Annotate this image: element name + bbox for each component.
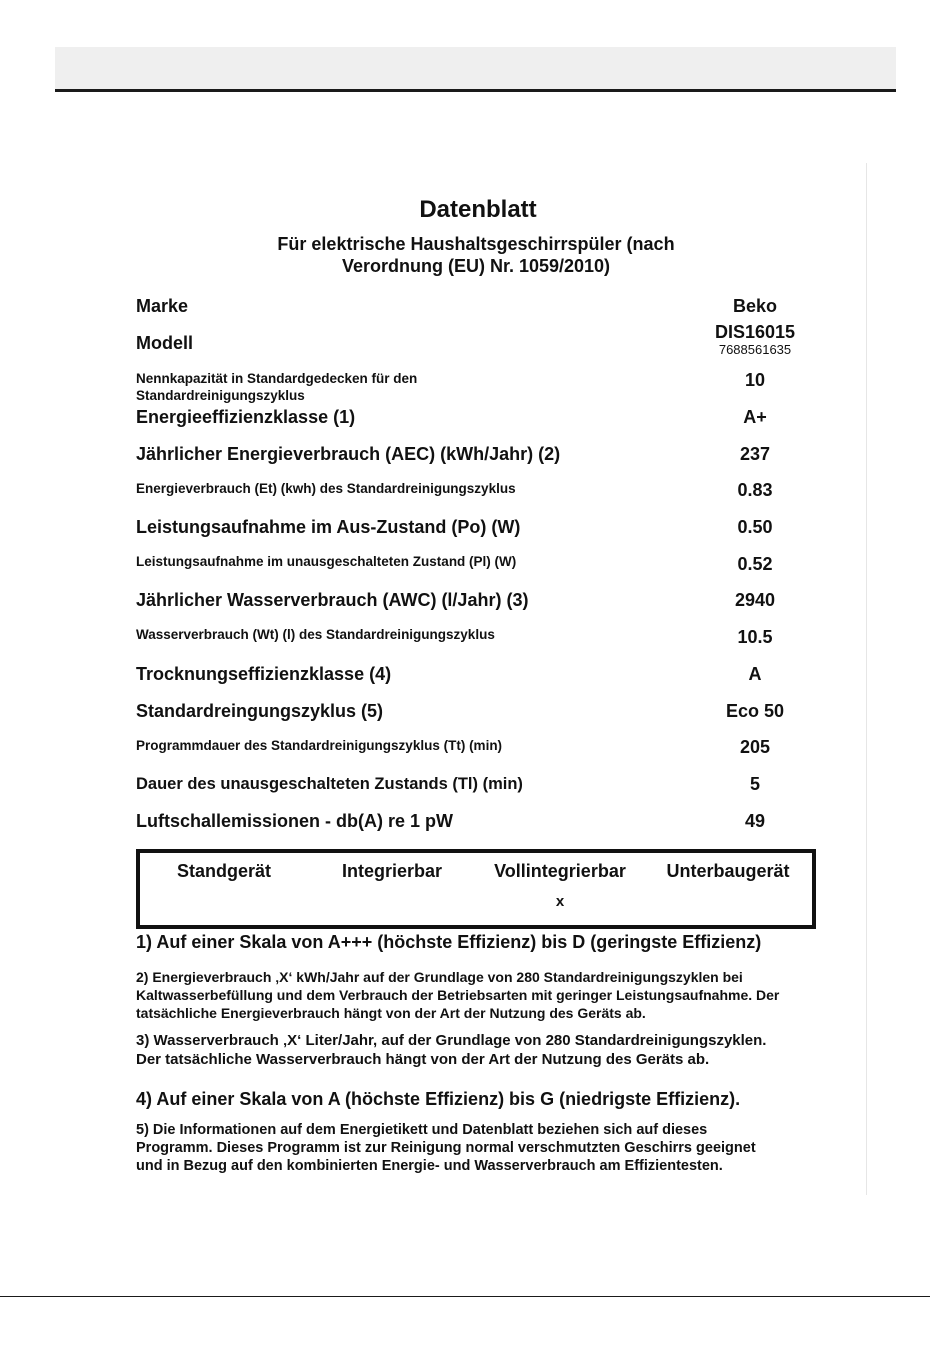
row-label: Leistungsaufnahme im unausgeschalteten Zustand (Pl) (W) — [136, 554, 517, 569]
row-label: Jährlicher Energieverbrauch (AEC) (kWh/Jahr) (2) — [136, 444, 561, 464]
row-label: Programmdauer des Standardreinigungszyklus (Tt) (min) — [136, 738, 503, 753]
row-value: 10.5 — [737, 627, 773, 647]
row-value: DIS16015 — [714, 322, 796, 342]
footnote-1: 1) Auf einer Skala von A+++ (höchste Effizienz) bis D (geringste Effizienz) — [136, 932, 762, 952]
row-label: Wasserverbrauch (Wt) (l) des Standardreinigungszyklus — [136, 627, 495, 642]
footnote-line: Programm. Dieses Programm ist zur Reinigung normal verschmutzten Geschirrs geeignet — [136, 1140, 756, 1156]
footnote-line: Der tatsächliche Wasserverbrauch hängt von der Art der Nutzung des Geräts ab. — [136, 1051, 710, 1068]
row-label: Trocknungseffizienzklasse (4) — [136, 664, 392, 684]
footnote-line: und in Bezug auf den kombinierten Energie- und Wasserverbrauch am Effizientesten. — [136, 1158, 723, 1174]
row-value: A — [748, 664, 762, 684]
row-label-line: Standardreinigungszyklus — [136, 388, 305, 403]
row-label: Dauer des unausgeschalteten Zustands (Tl) (min) — [136, 775, 523, 793]
row-value: 237 — [739, 444, 771, 464]
datasheet — [90, 163, 867, 1195]
footnote-line: 3) Wasserverbrauch ‚X‘ Liter/Jahr, auf der Grundlage von 280 Standardreinigungszyklen. — [136, 1032, 767, 1049]
row-label: Luftschallemissionen - db(A) re 1 pW — [136, 811, 454, 831]
footnote-3 — [136, 1031, 826, 1069]
row-value: 205 — [739, 737, 771, 757]
row-value: 2940 — [734, 590, 776, 610]
row-value: 5 — [749, 774, 760, 794]
row-value: 0.83 — [737, 480, 773, 500]
row-value: 49 — [744, 811, 766, 831]
installation-selected-mark: x — [555, 893, 565, 910]
row-label: Energieverbrauch (Et) (kwh) des Standardreinigungszyklus — [136, 481, 516, 496]
row-label: Jährlicher Wasserverbrauch (AWC) (l/Jahr) (3) — [136, 590, 529, 610]
row-value: 10 — [744, 370, 766, 390]
row-label — [136, 370, 417, 404]
page-header-bar — [55, 47, 896, 89]
header-divider — [55, 89, 896, 92]
footnote-2 — [136, 968, 826, 1022]
row-value: A+ — [743, 407, 767, 427]
row-label: Modell — [136, 333, 193, 353]
row-value: Beko — [732, 296, 777, 316]
installation-type-box — [136, 849, 816, 929]
installation-unterbaugeraet: Unterbaugerät — [666, 861, 790, 881]
subtitle-line: Verordnung (EU) Nr. 1059/2010) — [341, 256, 611, 276]
document-title: Datenblatt — [419, 196, 537, 223]
row-label: Standardreingungszyklus (5) — [136, 701, 384, 721]
footnote-line: tatsächliche Energieverbrauch hängt von der Art der Nutzung des Geräts ab. — [136, 1005, 646, 1021]
footnote-line: 5) Die Informationen auf dem Energietikett und Datenblatt beziehen sich auf dieses — [136, 1122, 708, 1138]
installation-vollintegrierbar: Vollintegrierbar — [494, 861, 626, 881]
row-value: 0.50 — [737, 517, 773, 537]
subtitle-line: Für elektrische Haushaltsgeschirrspüler (nach — [277, 234, 675, 254]
footnote-4: 4) Auf einer Skala von A (höchste Effizienz) bis G (niedrigste Effizienz). — [136, 1089, 741, 1109]
footer-divider — [0, 1296, 930, 1297]
model-number — [655, 322, 855, 357]
footnote-5 — [136, 1121, 826, 1175]
document-subtitle — [250, 233, 702, 277]
footnote-line: Kaltwasserbefüllung und dem Verbrauch der Betriebsarten mit geringer Leistungsaufnahme. Der — [136, 987, 780, 1003]
row-label: Leistungsaufnahme im Aus-Zustand (Po) (W) — [136, 517, 521, 537]
row-label: Energieeffizienzklasse (1) — [136, 407, 356, 427]
article-number: 7688561635 — [718, 342, 792, 357]
row-value: Eco 50 — [725, 701, 785, 721]
row-value: 0.52 — [737, 554, 773, 574]
installation-integrierbar: Integrierbar — [341, 861, 443, 881]
footnote-line: 2) Energieverbrauch ‚X‘ kWh/Jahr auf der Grundlage von 280 Standardreinigungszyklen bei — [136, 969, 743, 985]
row-label-line: Nennkapazität in Standardgedecken für den — [136, 371, 418, 386]
installation-standgeraet: Standgerät — [176, 861, 272, 881]
row-label: Marke — [136, 296, 189, 316]
